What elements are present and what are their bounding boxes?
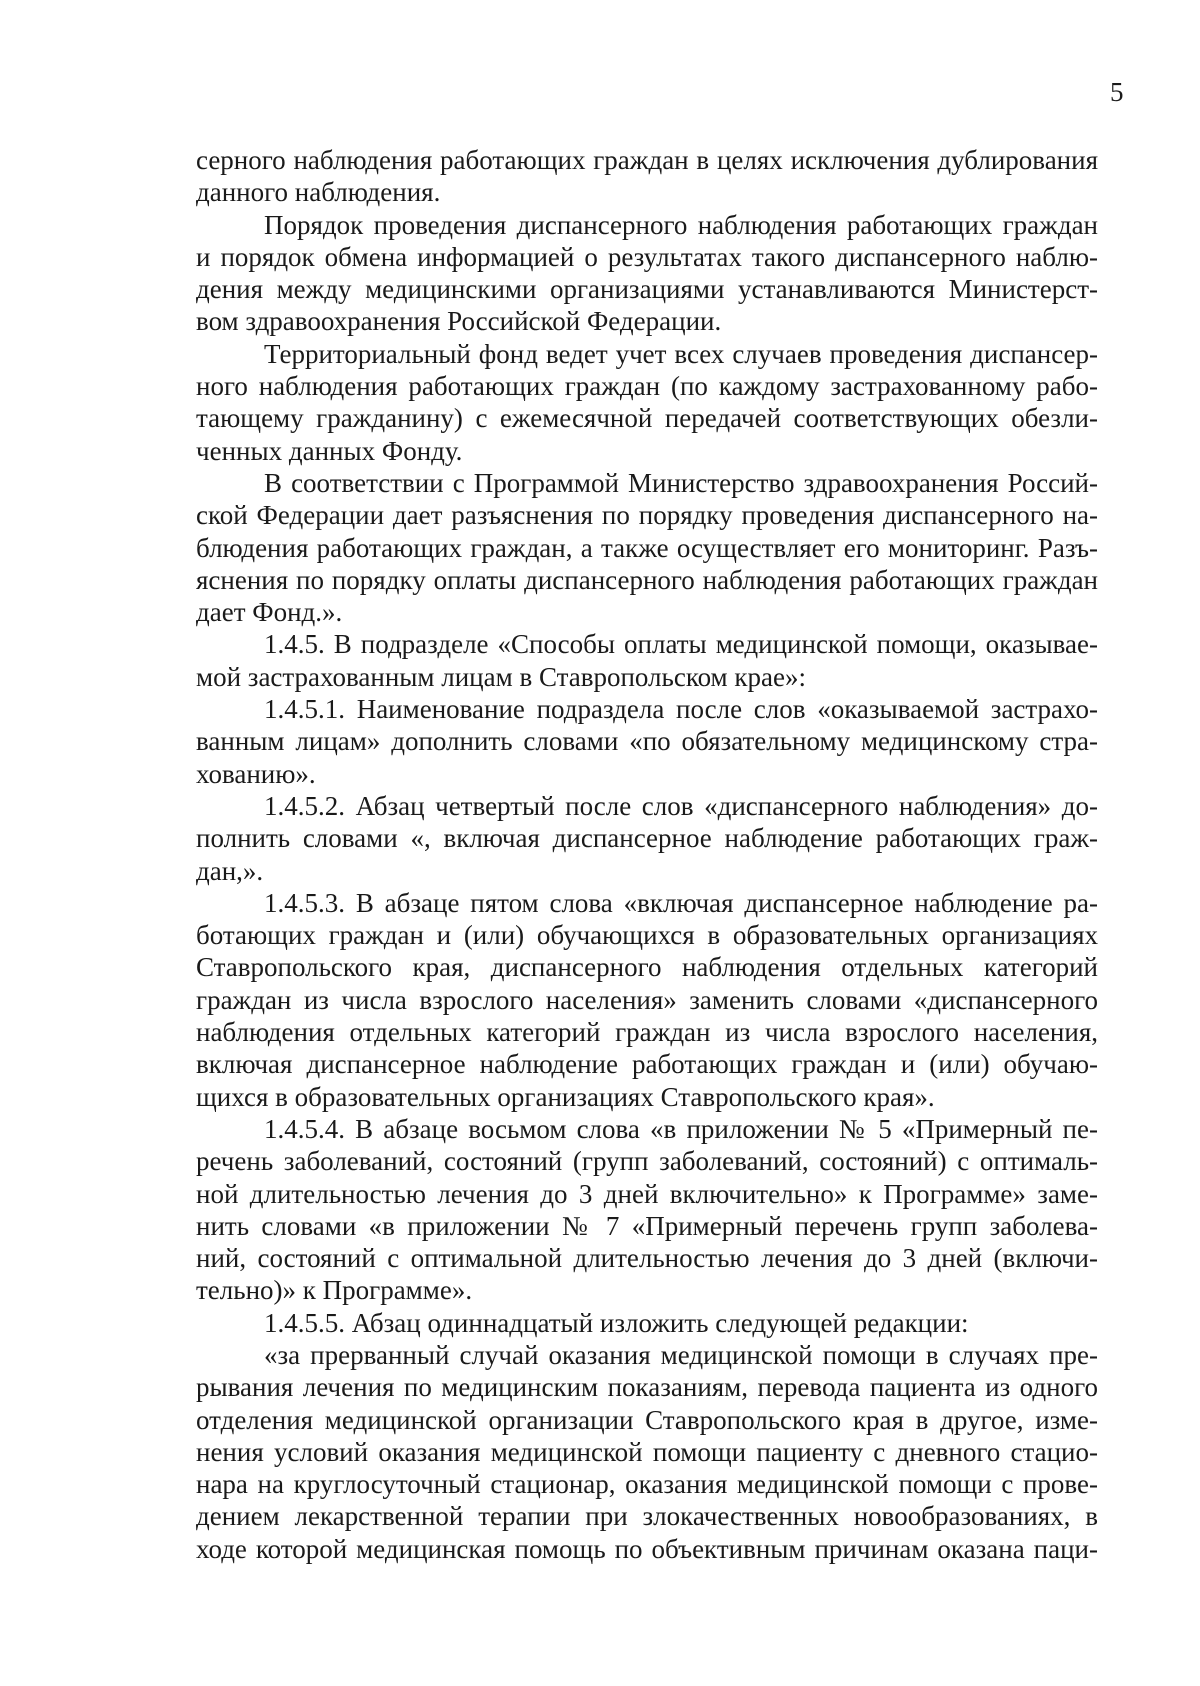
paragraph <box>196 887 1098 1113</box>
paragraph <box>196 628 1098 693</box>
text-line: мой застрахованным лицам в Ставропольском крае»: <box>196 661 806 692</box>
text-line: дением лекарственной терапии при злокачественных новообразованиях, в <box>196 1501 1098 1532</box>
text-line: 1.4.5.1. Наименование подраздела после слов «оказываемой застрахо- <box>264 694 1098 725</box>
text-line: яснения по порядку оплаты диспансерного наблюдения работающих граждан <box>196 564 1098 595</box>
text-line: 1.4.5.3. В абзаце пятом слова «включая диспансерное наблюдение ра- <box>264 887 1098 918</box>
text-line: рывания лечения по медицинским показаниям, перевода пациента из одного <box>196 1372 1098 1403</box>
text-line: ной длительностью лечения до 3 дней включительно» к Программе» заме- <box>196 1178 1098 1209</box>
text-line: ходе которой медицинская помощь по объективным причинам оказана паци- <box>196 1533 1098 1564</box>
paragraph <box>196 209 1098 338</box>
text-line: нара на круглосуточный стационар, оказания медицинской помощи с прове- <box>196 1469 1098 1500</box>
text-line: и порядок обмена информацией о результатах такого диспансерного наблю- <box>196 241 1098 272</box>
text-line: ний, состояний с оптимальной длительностью лечения до 3 дней (включи- <box>196 1243 1098 1274</box>
text-line: Территориальный фонд ведет учет всех случаев проведения диспансер- <box>264 338 1098 369</box>
text-line: блюдения работающих граждан, а также осуществляет его мониторинг. Разъ- <box>196 532 1098 563</box>
text-line: 1.4.5. В подразделе «Способы оплаты медицинской помощи, оказывае- <box>264 629 1098 660</box>
paragraph <box>196 467 1098 628</box>
text-line: В соответствии с Программой Министерство здравоохранения Россий- <box>264 467 1098 498</box>
paragraph <box>196 338 1098 467</box>
paragraph <box>196 790 1098 887</box>
text-line: тающему гражданину) с ежемесячной передачей соответствующих обезли- <box>196 403 1098 434</box>
text-line: нения условий оказания медицинской помощи пациенту с дневного стацио- <box>196 1436 1098 1467</box>
text-line: ской Федерации дает разъяснения по порядку проведения диспансерного на- <box>196 500 1098 531</box>
text-line: речень заболеваний, состояний (групп заболеваний, состояний) с оптималь- <box>196 1146 1098 1177</box>
text-line: серного наблюдения работающих граждан в целях исключения дублирования <box>196 145 1098 175</box>
text-line: тельно)» к Программе». <box>196 1275 473 1306</box>
text-line: ванным лицам» дополнить словами «по обязательному медицинскому стра- <box>196 726 1098 757</box>
text-line: щихся в образовательных организациях Ставропольского края». <box>196 1081 935 1112</box>
text-line: дан,». <box>196 855 264 886</box>
text-line: хованию». <box>196 758 316 789</box>
text-line: наблюдения отдельных категорий граждан из числа взрослого населения, <box>196 1017 1098 1048</box>
text-line: дает Фонд.». <box>196 597 343 628</box>
text-line: полнить словами «, включая диспансерное наблюдение работающих граж- <box>196 823 1098 854</box>
text-line: вом здравоохранения Российской Федерации. <box>196 306 722 337</box>
paragraph <box>196 1113 1098 1307</box>
text-line: Порядок проведения диспансерного наблюдения работающих граждан <box>264 209 1098 240</box>
text-line: 1.4.5.5. Абзац одиннадцатый изложить следующей редакции: <box>264 1307 969 1338</box>
text-line: ченных данных Фонду. <box>196 435 463 466</box>
text-line: «за прерванный случай оказания медицинской помощи в случаях пре- <box>264 1339 1098 1370</box>
text-line: дения между медицинскими организациями устанавливаются Министерст- <box>196 274 1098 305</box>
text-line: ного наблюдения работающих граждан (по каждому застрахованному рабо- <box>196 371 1098 402</box>
text-line: данного наблюдения. <box>196 177 441 208</box>
text-line: Ставропольского края, диспансерного наблюдения отдельных категорий <box>196 952 1098 983</box>
text-line: ботающих граждан и (или) обучающихся в образовательных организациях <box>196 920 1098 951</box>
text-line: 1.4.5.2. Абзац четвертый после слов «диспансерного наблюдения» до- <box>264 790 1098 821</box>
paragraph <box>196 1307 1098 1339</box>
text-line: отделения медицинской организации Ставропольского края в другое, изме- <box>196 1404 1098 1435</box>
text-line: граждан из числа взрослого населения» заменить словами «диспансерного <box>196 984 1098 1015</box>
page-number: 5 <box>1110 77 1124 107</box>
text-line: включая диспансерное наблюдение работающих граждан и (или) обучаю- <box>196 1049 1098 1080</box>
text-line: 1.4.5.4. В абзаце восьмом слова «в приложении № 5 «Примерный пе- <box>264 1113 1098 1144</box>
body-text <box>196 144 1098 1565</box>
paragraph <box>196 1339 1098 1565</box>
paragraph <box>196 144 1098 209</box>
paragraph <box>196 693 1098 790</box>
text-line: нить словами «в приложении № 7 «Примерный перечень групп заболева- <box>196 1210 1098 1241</box>
